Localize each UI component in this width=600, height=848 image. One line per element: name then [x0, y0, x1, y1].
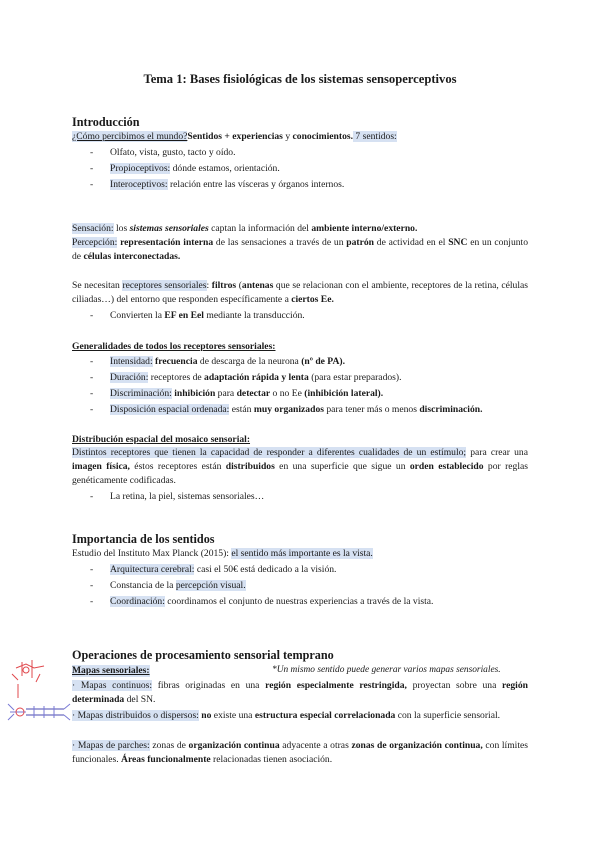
- bullet-intensidad: [90, 356, 345, 368]
- text-y: y: [282, 131, 293, 142]
- bold-text: sistemas sensoriales: [129, 223, 209, 234]
- bullet-propioceptivos: [90, 163, 280, 175]
- bold-text: muy organizados: [253, 404, 324, 415]
- bullet-dash: -: [90, 179, 94, 190]
- bullet-text: Olfato, vista, gusto, tacto y oído.: [110, 147, 236, 158]
- bold-text: (inhibición lateral).: [304, 388, 384, 399]
- bold-text: distribuidos: [225, 461, 275, 472]
- sensacion-line: [72, 223, 417, 235]
- bullet-dash: -: [90, 491, 94, 502]
- text: (para estar preparados).: [308, 372, 402, 383]
- highlight-receptores: receptores sensoriales: [122, 280, 207, 291]
- bullet-dash: -: [90, 356, 94, 367]
- bold-text: estructura especial correlacionada: [254, 710, 396, 721]
- question-text: ¿Cómo percibimos el mundo?: [72, 131, 188, 142]
- text: mediante la transducción.: [203, 310, 305, 321]
- bullet-dash: -: [90, 596, 94, 607]
- text: para tener más o menos: [323, 404, 420, 415]
- bullet-text: La retina, la piel, sistemas sensoriales…: [110, 491, 265, 502]
- bold-text: Áreas funcionalmente: [121, 754, 211, 765]
- bullet-dash: -: [90, 404, 94, 415]
- bold-text: representación interna: [120, 237, 214, 248]
- bullet-duracion: [90, 372, 401, 384]
- text: del SN.: [124, 694, 156, 705]
- highlight-sensacion: Sensación:: [72, 223, 114, 234]
- neuron-doodle-icon: [4, 654, 72, 734]
- bold-text: adaptación rápida y lenta: [204, 372, 309, 383]
- bullet-arquitectura: [90, 564, 336, 576]
- heading-distribucion: Distribución espacial del mosaico sensorial:: [72, 434, 251, 445]
- bullet-discriminacion: [90, 388, 383, 400]
- heading-importancia: Importancia de los sentidos: [72, 532, 215, 546]
- text: de actividad en el: [374, 237, 449, 248]
- note-mapas: *Un mismo sentido puede generar varios mapas sensoriales.: [272, 665, 501, 675]
- bold-text: (nº de PA).: [301, 356, 345, 367]
- text: por reglas genéticamente codificadas.: [72, 461, 528, 486]
- highlight: percepción visual.: [175, 580, 246, 591]
- bold-text: filtros: [211, 280, 237, 291]
- text: en una superficie que sigue un: [274, 461, 410, 472]
- text: proyectan sobre una: [406, 680, 503, 691]
- text: Se necesitan: [72, 280, 123, 291]
- bullet-dash: -: [90, 580, 94, 591]
- text: receptores de: [148, 372, 205, 383]
- bold-text: EF en Eel: [164, 310, 204, 321]
- text: :: [206, 280, 212, 291]
- bullet-dash: -: [90, 310, 94, 321]
- text: Constancia de la: [110, 580, 176, 591]
- mapas-continuos-paragraph: [72, 679, 528, 707]
- bold-text: ambiente interno/externo.: [311, 223, 418, 234]
- seven-senses: 7 sentidos:: [353, 131, 397, 142]
- intro-question-line: [72, 131, 397, 143]
- bold-text: orden establecido: [409, 461, 484, 472]
- bold-text: inhibición: [174, 388, 216, 399]
- bold-text: organización continua: [188, 740, 280, 751]
- highlight: · Mapas de parches:: [72, 740, 150, 751]
- distribucion-paragraph: [72, 446, 528, 488]
- bold-text: zonas de organización continua,: [351, 740, 483, 751]
- bullet-convierten: [90, 310, 305, 322]
- highlight: Propioceptivos:: [110, 163, 171, 174]
- bullet-dash: -: [90, 372, 94, 383]
- text: relacionadas tienen asociación.: [210, 754, 333, 765]
- bold-text: región determinada: [72, 680, 528, 705]
- heading-generalidades: Generalidades de todos los receptores sensoriales:: [72, 341, 276, 352]
- highlight-percepcion: Percepción:: [72, 237, 118, 248]
- text: captan la información del: [208, 223, 312, 234]
- bullet-text: coordinamos el conjunto de nuestras experiencias a través de la vista.: [164, 596, 434, 607]
- text: los: [113, 223, 130, 234]
- highlight: el sentido más importante es la vista.: [231, 548, 373, 559]
- bullet-constancia: [90, 580, 246, 592]
- text: zonas de: [149, 740, 189, 751]
- text: de descarga de la neurona: [197, 356, 302, 367]
- bold-text: células interconectadas.: [83, 251, 181, 262]
- bold-text: ciertos Ee.: [291, 294, 334, 305]
- text: (: [236, 280, 242, 291]
- highlight: Coordinación:: [110, 596, 165, 607]
- highlight: · Mapas distribuidos o dispersos:: [72, 710, 199, 721]
- highlight: Discriminación:: [110, 388, 172, 399]
- mapas-distribuidos-paragraph: [72, 709, 528, 723]
- bold-conocimientos: conocimientos.: [292, 131, 354, 142]
- heading-mapas-sensoriales: Mapas sensoriales:: [72, 665, 150, 676]
- bullet-disposicion: [90, 404, 483, 416]
- bullet-text: casi el 50€ está dedicado a la visión.: [194, 564, 337, 575]
- heading-operaciones: Operaciones de procesamiento sensorial temprano: [72, 648, 334, 662]
- highlight-distintos: Distintos receptores que tienen la capacidad de responder a diferentes cualidades de un estímulo;: [72, 447, 467, 458]
- bold-sentidos: Sentidos + experiencias: [187, 131, 283, 142]
- text: están: [229, 404, 254, 415]
- bullet-text: relación entre las vísceras y órganos internos.: [167, 179, 345, 190]
- text: para: [215, 388, 237, 399]
- highlight: Duración:: [110, 372, 149, 383]
- bold-text: frecuencia: [155, 356, 198, 367]
- text: Convierten la: [110, 310, 165, 321]
- bold-text: discriminación.: [419, 404, 483, 415]
- text: en un conjunto de: [72, 237, 528, 262]
- text: existe una: [211, 710, 255, 721]
- bullet-dash: -: [90, 564, 94, 575]
- text: o no Ee: [270, 388, 305, 399]
- text: con límites funcionales.: [72, 740, 528, 765]
- bullet-dash: -: [90, 388, 94, 399]
- bullet-dash: -: [90, 147, 94, 158]
- page-title: Tema 1: Bases fisiológicas de los sistemas sensoperceptivos: [143, 72, 457, 86]
- bullet-interoceptivos: [90, 179, 344, 191]
- highlight: Interoceptivos:: [110, 179, 168, 190]
- bullet-coordinacion: [90, 596, 433, 608]
- heading-introduccion: Introducción: [72, 115, 140, 129]
- mapas-parches-paragraph: [72, 739, 528, 767]
- text: éstos receptores están: [129, 461, 226, 472]
- receptores-paragraph: [72, 279, 528, 307]
- text: que se relacionan con el ambiente, receptores de la retina, células ciliadas…) del entorno que responden específicamente a: [72, 280, 529, 305]
- text: Estudio del Instituto Max Planck (2015):: [72, 548, 232, 559]
- bullet-retina: [90, 491, 264, 503]
- bold-text: SNC: [448, 237, 468, 248]
- highlight: Arquitectura cerebral:: [110, 564, 195, 575]
- highlight: Disposición espacial ordenada:: [110, 404, 230, 415]
- text: fibras originadas en una: [152, 680, 266, 691]
- bold-text: región especialmente restringida,: [265, 680, 407, 691]
- bold-text: no: [201, 710, 212, 721]
- text: adyacente a otras: [279, 740, 352, 751]
- text: de las sensaciones a través de un: [213, 237, 347, 248]
- text: para crear una: [466, 447, 528, 458]
- bold-text: imagen física,: [72, 461, 130, 472]
- max-planck-line: [72, 548, 373, 560]
- bullet-senses: [90, 147, 236, 159]
- bullet-dash: -: [90, 163, 94, 174]
- percepcion-paragraph: [72, 236, 528, 264]
- bullet-text: dónde estamos, orientación.: [170, 163, 280, 174]
- highlight: Intensidad:: [110, 356, 153, 367]
- highlight: · Mapas continuos:: [72, 680, 153, 691]
- bold-text: patrón: [346, 237, 375, 248]
- bold-text: antenas: [241, 280, 274, 291]
- text: con la superficie sensorial.: [395, 710, 501, 721]
- bold-text: detectar: [236, 388, 271, 399]
